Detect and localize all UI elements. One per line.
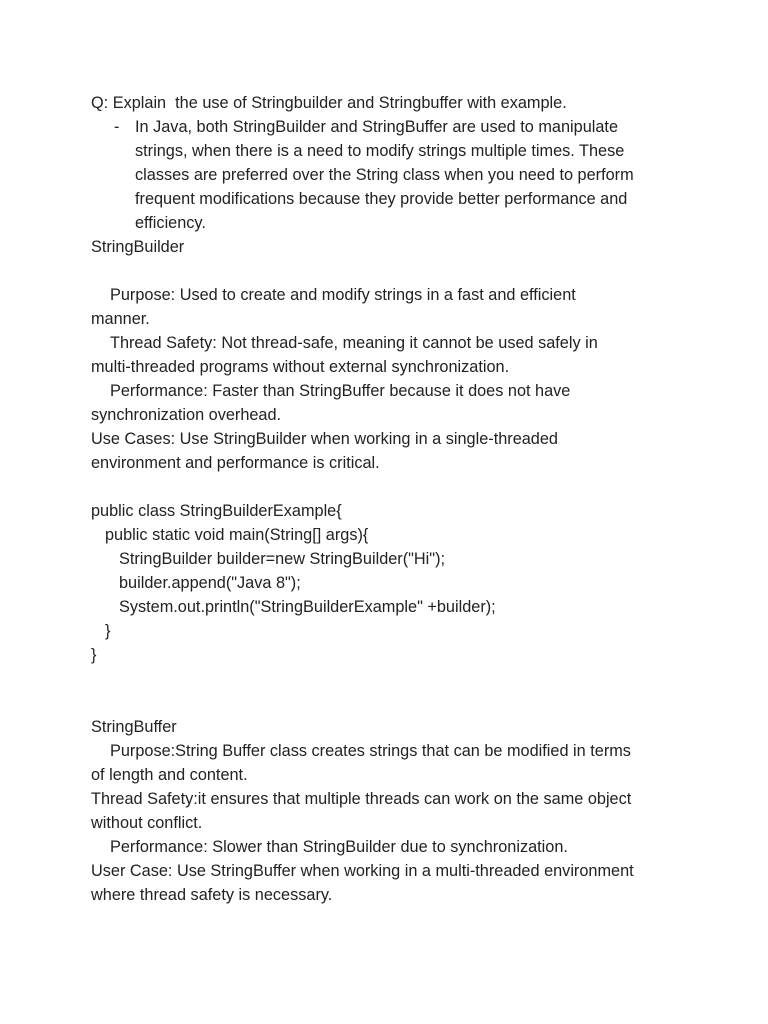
blank-line	[91, 691, 691, 715]
sb-thread-safety-line: Thread Safety: Not thread-safe, meaning it cannot be used safely in	[110, 334, 598, 352]
sbuf-performance-line: Performance: Slower than StringBuilder due to synchronization.	[110, 838, 568, 856]
sb-thread-safety-line: multi-threaded programs without external synchronization.	[91, 358, 510, 376]
sb-performance-line: synchronization overhead.	[91, 406, 282, 424]
code-line: builder.append("Java 8");	[119, 574, 301, 592]
code-line: }	[105, 622, 111, 640]
blank-line	[91, 667, 691, 691]
bullet-line: classes are preferred over the String class when you need to perform	[135, 166, 634, 184]
sbuf-thread-safety-line: without conflict.	[91, 814, 203, 832]
code-example	[91, 499, 691, 667]
bullet-line: strings, when there is a need to modify strings multiple times. These	[135, 142, 625, 160]
sb-use-cases-line: Use Cases: Use StringBuilder when working in a single-threaded	[91, 430, 558, 448]
sbuf-use-case-line: User Case: Use StringBuffer when working in a multi-threaded environment	[91, 862, 634, 880]
bullet-line: frequent modifications because they provide better performance and	[135, 190, 628, 208]
sb-purpose-line: Purpose: Used to create and modify strings in a fast and efficient	[110, 286, 576, 304]
document-body	[91, 91, 691, 907]
stringbuffer-heading: StringBuffer	[91, 718, 177, 736]
bullet-dash: -	[114, 118, 120, 136]
intro-bullet	[91, 115, 691, 235]
blank-line	[91, 475, 691, 499]
code-line: }	[91, 646, 97, 664]
code-line: StringBuilder builder=new StringBuilder("Hi");	[119, 550, 446, 568]
bullet-line: efficiency.	[135, 214, 206, 232]
stringbuilder-heading: StringBuilder	[91, 238, 185, 256]
question-line: Q: Explain the use of Stringbuilder and Stringbuffer with example.	[91, 94, 567, 112]
sb-use-cases-line: environment and performance is critical.	[91, 454, 380, 472]
sbuf-thread-safety-line: Thread Safety:it ensures that multiple threads can work on the same object	[91, 790, 632, 808]
sb-performance-line: Performance: Faster than StringBuffer because it does not have	[110, 382, 571, 400]
code-line: System.out.println("StringBuilderExample" +builder);	[119, 598, 496, 616]
blank-line	[91, 259, 691, 283]
code-line: public static void main(String[] args){	[105, 526, 369, 544]
bullet-text	[135, 115, 691, 235]
sb-purpose-line: manner.	[91, 310, 150, 328]
sbuf-purpose-line: Purpose:String Buffer class creates strings that can be modified in terms	[110, 742, 631, 760]
bullet-line: In Java, both StringBuilder and StringBuffer are used to manipulate	[135, 118, 619, 136]
sbuf-use-case-line: where thread safety is necessary.	[91, 886, 333, 904]
code-line: public class StringBuilderExample{	[91, 502, 342, 520]
sbuf-purpose-line: of length and content.	[91, 766, 248, 784]
